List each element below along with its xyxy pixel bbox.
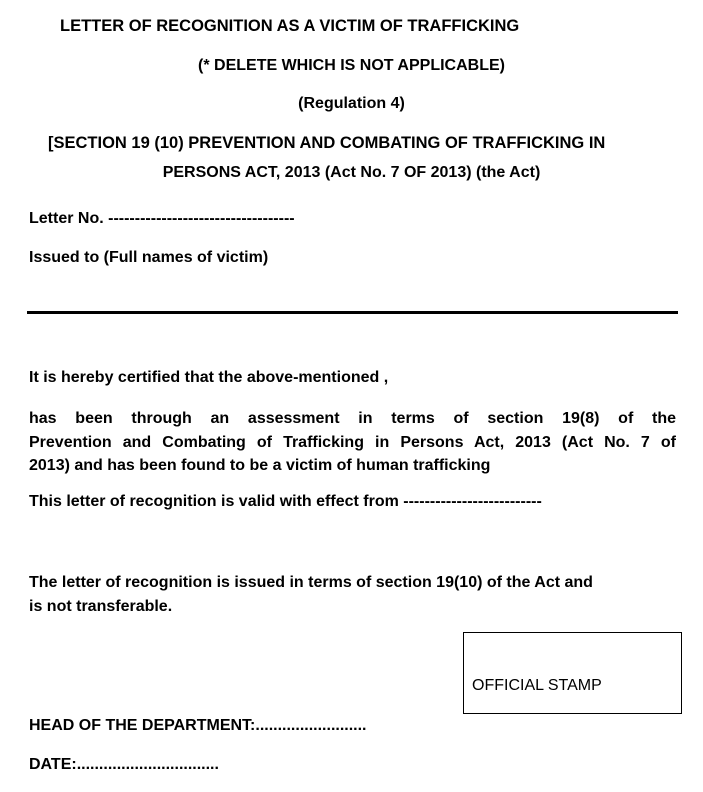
head-of-department-signature: HEAD OF THE DEPARTMENT:.........................: [29, 717, 367, 734]
validity-statement: This letter of recognition is valid with effect from --------------------------: [29, 493, 542, 510]
transfer-line-2: is not transferable.: [29, 597, 173, 615]
official-stamp-box: [463, 632, 682, 714]
issued-to-label: Issued to (Full names of victim): [29, 249, 269, 266]
assessment-line-1: has been through an assessment in terms of section 19(8) of the: [29, 410, 676, 427]
section-reference-line-1: [SECTION 19 (10) PREVENTION AND COMBATING OF TRAFFICKING IN: [48, 134, 606, 152]
regulation-reference: (Regulation 4): [298, 95, 405, 112]
assessment-line-2: Prevention and Combating of Trafficking in Persons Act, 2013 (Act No. 7 of: [29, 433, 676, 451]
document-subtitle: (* DELETE WHICH IS NOT APPLICABLE): [198, 57, 505, 74]
date-field: DATE:................................: [29, 756, 219, 773]
assessment-line-3: 2013) and has been found to be a victim of human trafficking: [29, 457, 491, 474]
official-stamp-label: OFFICIAL STAMP: [472, 677, 602, 694]
section-reference-line-2: PERSONS ACT, 2013 (Act No. 7 OF 2013) (the Act): [162, 164, 541, 181]
document-title: LETTER OF RECOGNITION AS A VICTIM OF TRAFFICKING: [60, 17, 520, 35]
assessment-paragraph: [29, 407, 676, 478]
certification-statement: It is hereby certified that the above-mentioned ,: [29, 369, 389, 386]
transfer-line-1: The letter of recognition is issued in terms of section 19(10) of the Act and: [29, 574, 593, 591]
letter-number-field: Letter No. -----------------------------------: [29, 210, 295, 227]
victim-name-line: [27, 311, 678, 314]
transfer-paragraph: [29, 571, 689, 618]
